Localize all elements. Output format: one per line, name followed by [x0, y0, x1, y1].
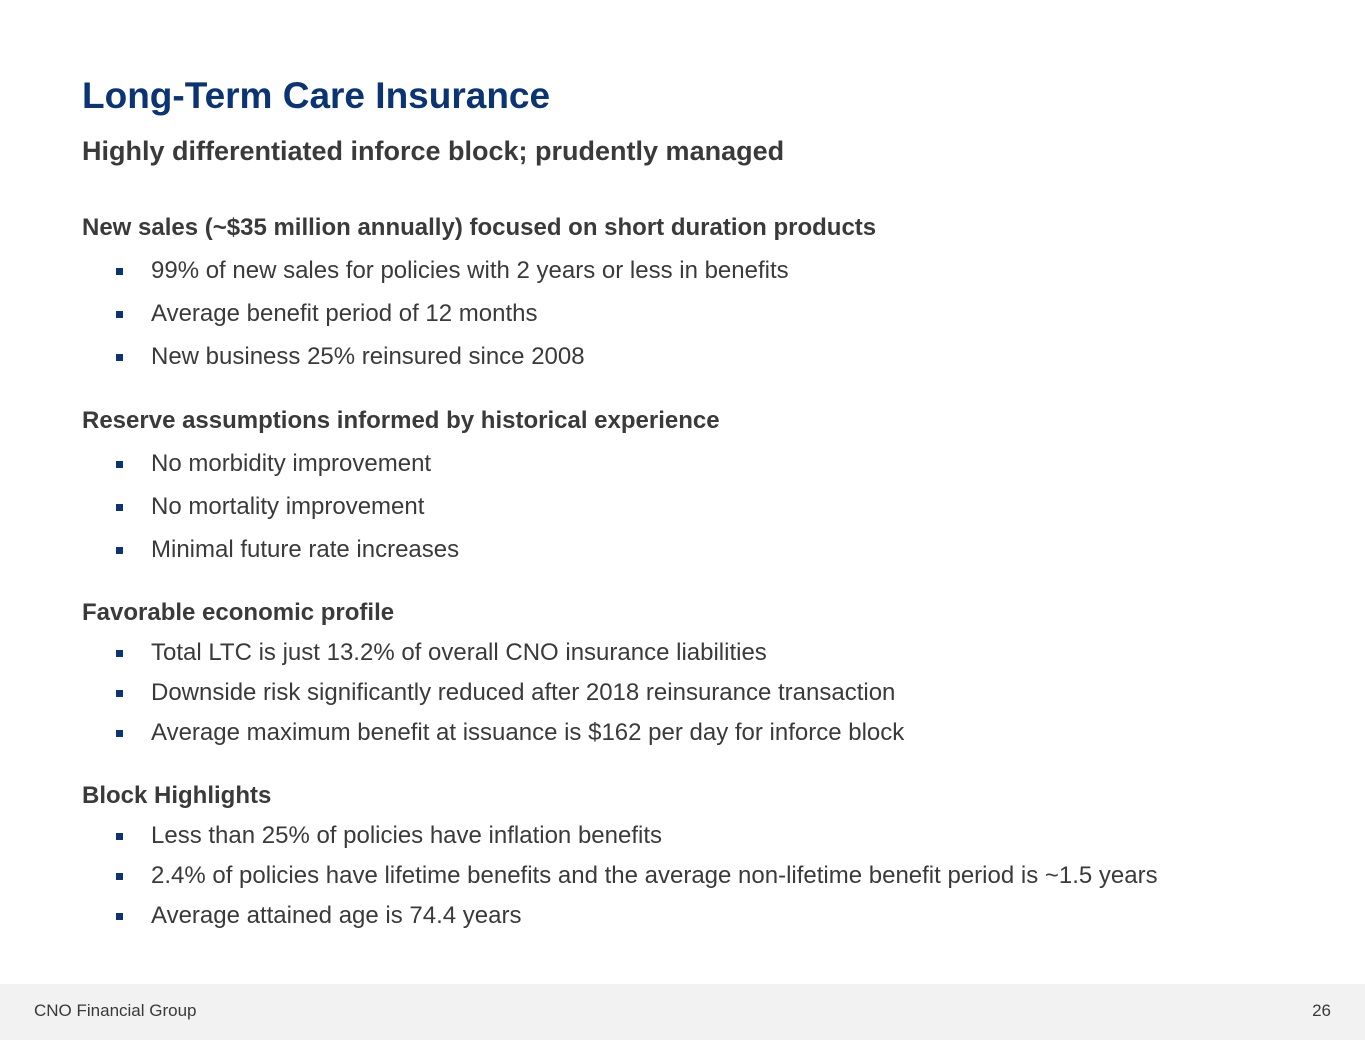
bullet-list — [82, 449, 1322, 565]
list-item — [82, 901, 1322, 931]
bullet-text: Less than 25% of policies have inflation benefits — [151, 822, 662, 849]
bullet-text: Average maximum benefit at issuance is $162 per day for inforce block — [151, 719, 905, 746]
list-item — [82, 449, 1322, 479]
square-bullet-icon — [116, 690, 123, 697]
section-heading: New sales (~$35 million annually) focused on short duration products — [82, 214, 877, 241]
bullet-list — [82, 821, 1322, 931]
section-heading: Favorable economic profile — [82, 599, 395, 626]
bullet-text: 2.4% of policies have lifetime benefits and the average non-lifetime benefit period is ~1.5 years — [151, 862, 1158, 889]
list-item — [82, 861, 1322, 891]
square-bullet-icon — [116, 650, 123, 657]
bullet-text: 99% of new sales for policies with 2 years or less in benefits — [151, 257, 789, 284]
list-item — [82, 821, 1322, 851]
footer-bar — [0, 984, 1365, 1040]
square-bullet-icon — [116, 913, 123, 920]
section-reserve-assumptions — [82, 406, 1322, 565]
footer-company-name: CNO Financial Group — [34, 1001, 197, 1020]
bullet-text: No morbidity improvement — [151, 450, 432, 477]
bullet-text: Minimal future rate increases — [151, 536, 460, 563]
bullet-text: Average benefit period of 12 months — [151, 300, 538, 327]
bullet-text: New business 25% reinsured since 2008 — [151, 343, 585, 370]
bullet-text: Downside risk significantly reduced after 2018 reinsurance transaction — [151, 679, 896, 706]
section-new-sales — [82, 213, 1322, 372]
page-number: 26 — [1312, 1001, 1331, 1020]
list-item — [82, 342, 1322, 372]
list-item — [82, 535, 1322, 565]
bullet-list — [82, 638, 1322, 748]
list-item — [82, 256, 1322, 286]
square-bullet-icon — [116, 873, 123, 880]
bullet-text: No mortality improvement — [151, 493, 425, 520]
bullet-list — [82, 256, 1322, 372]
section-heading: Reserve assumptions informed by historical experience — [82, 407, 720, 434]
square-bullet-icon — [116, 461, 123, 468]
list-item — [82, 638, 1322, 668]
page-subtitle: Highly differentiated inforce block; prudently managed — [82, 136, 785, 166]
square-bullet-icon — [116, 504, 123, 511]
section-economic-profile — [82, 598, 1322, 748]
page-title: Long-Term Care Insurance — [82, 75, 551, 116]
list-item — [82, 718, 1322, 748]
square-bullet-icon — [116, 311, 123, 318]
square-bullet-icon — [116, 268, 123, 275]
square-bullet-icon — [116, 730, 123, 737]
list-item — [82, 678, 1322, 708]
section-heading: Block Highlights — [82, 782, 272, 809]
bullet-text: Average attained age is 74.4 years — [151, 902, 522, 929]
bullet-text: Total LTC is just 13.2% of overall CNO insurance liabilities — [151, 639, 767, 666]
square-bullet-icon — [116, 547, 123, 554]
square-bullet-icon — [116, 833, 123, 840]
list-item — [82, 492, 1322, 522]
square-bullet-icon — [116, 354, 123, 361]
section-block-highlights — [82, 781, 1322, 931]
list-item — [82, 299, 1322, 329]
